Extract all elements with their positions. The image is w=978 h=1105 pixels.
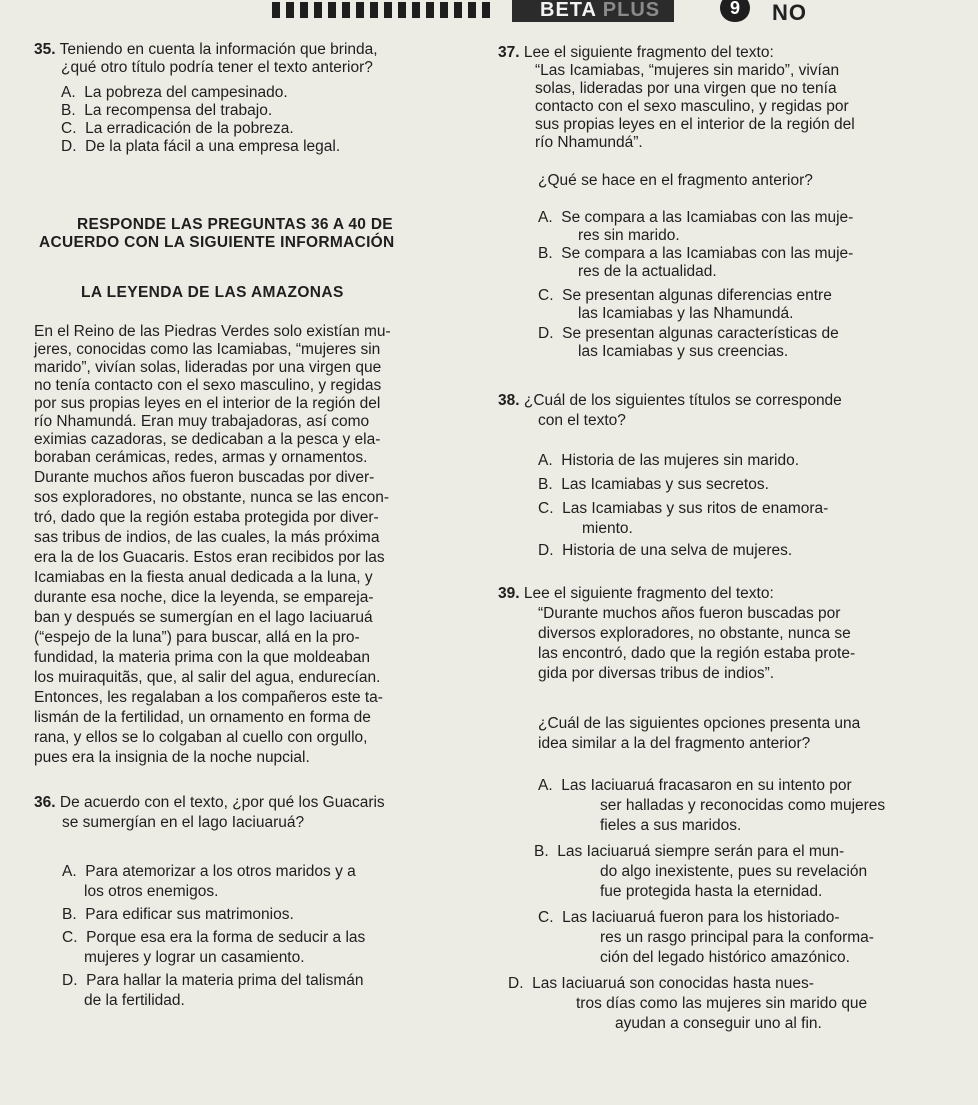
reading-line: Entonces, les regalaban a los compañeros este ta- — [34, 689, 383, 706]
text-line: fue protegida hasta la eternidad. — [600, 883, 823, 900]
text-line: D. Historia de una selva de mujeres. — [538, 542, 793, 559]
page-number-badge: 9 — [720, 0, 750, 22]
question-stem-line: idea similar a la del fragmento anterior? — [538, 735, 811, 752]
reading-line: eximias cazadoras, se dedicaban a la pesca y ela- — [34, 431, 381, 448]
question-stem-line: se sumergían en el lago Iaciuaruá? — [62, 814, 305, 831]
text-line: B. Las Iaciuaruá siempre serán para el mun- — [534, 843, 845, 860]
text-line: A. Para atemorizar a los otros maridos y a — [62, 863, 356, 880]
option-b[interactable]: B. La recompensa del trabajo. — [61, 102, 273, 119]
text-line: de la fertilidad. — [84, 992, 185, 1009]
question-stem-line: ¿Cuál de las siguientes opciones presenta una — [538, 715, 861, 732]
question-stem-line: con el texto? — [538, 412, 626, 429]
question-number: 39. — [498, 585, 520, 602]
text-line: do algo inexistente, pues su revelación — [600, 863, 868, 880]
quote-line: “Las Icamiabas, “mujeres sin marido”, vivían — [535, 62, 840, 79]
reading-line: durante esa noche, dice la leyenda, se empareja- — [34, 589, 374, 606]
option-a[interactable]: A. La pobreza del campesinado. — [61, 84, 288, 101]
text-line: las Icamiabas y sus creencias. — [578, 343, 789, 360]
quote-line: las encontró, dado que la región estaba prote- — [538, 645, 856, 662]
reading-line: fundidad, la materia prima con la que moldeaban — [34, 649, 371, 666]
reading-line: no tenía contacto con el sexo masculino, y regidas — [34, 377, 382, 394]
question-intro: Lee el siguiente fragmento del texto: — [523, 585, 774, 602]
question-number: 36. — [34, 794, 56, 811]
text-line: C. Las Icamiabas y sus ritos de enamora- — [538, 500, 829, 517]
quote-line: sus propias leyes en el interior de la región del — [535, 116, 855, 133]
text-line: miento. — [582, 520, 633, 537]
reading-line: Icamiabas en la fiesta anual dedicada a la luna, y — [34, 569, 373, 586]
text-line: res de la actualidad. — [578, 263, 717, 280]
text-line: los otros enemigos. — [84, 883, 219, 900]
instructions-line: ACUERDO CON LA SIGUIENTE INFORMACIÓN — [39, 234, 395, 251]
reading-line: jeres, conocidas como las Icamiabas, “mujeres sin — [34, 341, 381, 358]
text-line: ayudan a conseguir uno al fin. — [615, 1015, 822, 1032]
quote-line: río Nhamundá”. — [535, 134, 643, 151]
text-line — [498, 585, 774, 603]
quote-line: gida por diversas tribus de indios”. — [538, 665, 775, 682]
reading-line: Durante muchos años fueron buscadas por diver- — [34, 469, 375, 486]
text-line: res sin marido. — [578, 227, 680, 244]
question-stem-line: ¿Qué se hace en el fragmento anterior? — [538, 172, 813, 189]
question-stem-line: ¿Cuál de los siguientes títulos se corresponde — [523, 392, 842, 409]
reading-line: tró, dado que la región estaba protegida por diver- — [34, 509, 379, 526]
text-line — [498, 44, 774, 62]
quote-line: contacto con el sexo masculino, y regidas por — [535, 98, 849, 115]
quote-line: “Durante muchos años fueron buscadas por — [538, 605, 841, 622]
beta-plus-logo: BETA PLUS — [512, 0, 674, 22]
text-line: B. Se compara a las Icamiabas con las muje- — [538, 245, 854, 262]
question-number: 38. — [498, 392, 520, 409]
question-stem-line: De acuerdo con el texto, ¿por qué los Guacaris — [59, 794, 385, 811]
text-line: res un rasgo principal para la conforma- — [600, 929, 874, 946]
reading-line: lismán de la fertilidad, un ornamento en forma de — [34, 709, 371, 726]
text-line — [34, 794, 385, 812]
ruler-marks — [272, 2, 490, 18]
reading-line: (“espejo de la luna”) para buscar, allá en la pro- — [34, 629, 360, 646]
reading-line: ban y después se sumergían en el lago Iaciuaruá — [34, 609, 373, 626]
text-line: A. Historia de las mujeres sin marido. — [538, 452, 800, 469]
text-line: las Icamiabas y las Nhamundá. — [578, 305, 794, 322]
text-line: D. Las Iaciuaruá son conocidas hasta nues- — [508, 975, 814, 992]
quote-line: solas, lideradas por una virgen que no tenía — [535, 80, 837, 97]
reading-title: LA LEYENDA DE LAS AMAZONAS — [81, 284, 344, 301]
text-line: A. Las Iaciuaruá fracasaron en su intento por — [538, 777, 852, 794]
text-line: C. Se presentan algunas diferencias entre — [538, 287, 832, 304]
text-line: fieles a sus maridos. — [600, 817, 742, 834]
text-line: A. Se compara a las Icamiabas con las muje- — [538, 209, 854, 226]
text-line: tros días como las mujeres sin marido que — [576, 995, 868, 1012]
reading-line: era la de los Guacaris. Estos eran recibidos por las — [34, 549, 385, 566]
reading-line: río Nhamundá. Eran muy trabajadoras, así como — [34, 413, 370, 430]
reading-line: boraban cerámicas, redes, armas y ornamentos. — [34, 449, 368, 466]
text-line: C. Las Iaciuaruá fueron para los historiado- — [538, 909, 840, 926]
text-line: B. Las Icamiabas y sus secretos. — [538, 476, 769, 493]
reading-line: los muiraquitãs, que, al salir del agua, endurecían. — [34, 669, 381, 686]
text-line: C. Porque esa era la forma de seducir a las — [62, 929, 366, 946]
header-corner-text: NO — [772, 0, 807, 25]
reading-line: pues era la insignia de la noche nupcial. — [34, 749, 310, 766]
option-d[interactable]: D. De la plata fácil a una empresa legal. — [61, 138, 341, 155]
quote-line: diversos exploradores, no obstante, nunca se — [538, 625, 851, 642]
question-number: 37. — [498, 44, 520, 61]
reading-line: sos exploradores, no obstante, nunca se las encon- — [34, 489, 390, 506]
question-intro: Lee el siguiente fragmento del texto: — [523, 44, 774, 61]
question-number: 35. — [34, 41, 56, 58]
reading-line: En el Reino de las Piedras Verdes solo existían mu- — [34, 323, 391, 340]
reading-line: sas tribus de indios, de las cuales, la más próxima — [34, 529, 380, 546]
text-line: ser halladas y reconocidas como mujeres — [600, 797, 886, 814]
reading-line: rana, y ellos se lo colgaban al cuello con orgullo, — [34, 729, 368, 746]
reading-line: marido”, vivían solas, lideradas por una virgen que — [34, 359, 382, 376]
instructions-line: RESPONDE LAS PREGUNTAS 36 A 40 DE — [77, 216, 393, 233]
text-line: mujeres y lograr un casamiento. — [84, 949, 305, 966]
question-stem-line: ¿qué otro título podría tener el texto anterior? — [61, 59, 373, 76]
text-line: D. Para hallar la materia prima del talismán — [62, 972, 364, 989]
option-c[interactable]: C. La erradicación de la pobreza. — [61, 120, 294, 137]
text-line: B. Para edificar sus matrimonios. — [62, 906, 294, 923]
question-stem-line: Teniendo en cuenta la información que brinda, — [59, 41, 378, 58]
top-banner — [272, 0, 978, 25]
text-line: ción del legado histórico amazónico. — [600, 949, 850, 966]
text-line: D. Se presentan algunas características de — [538, 325, 839, 342]
text-line — [498, 392, 842, 410]
reading-line: por sus propias leyes en el interior de la región del — [34, 395, 381, 412]
text-line — [34, 41, 378, 59]
